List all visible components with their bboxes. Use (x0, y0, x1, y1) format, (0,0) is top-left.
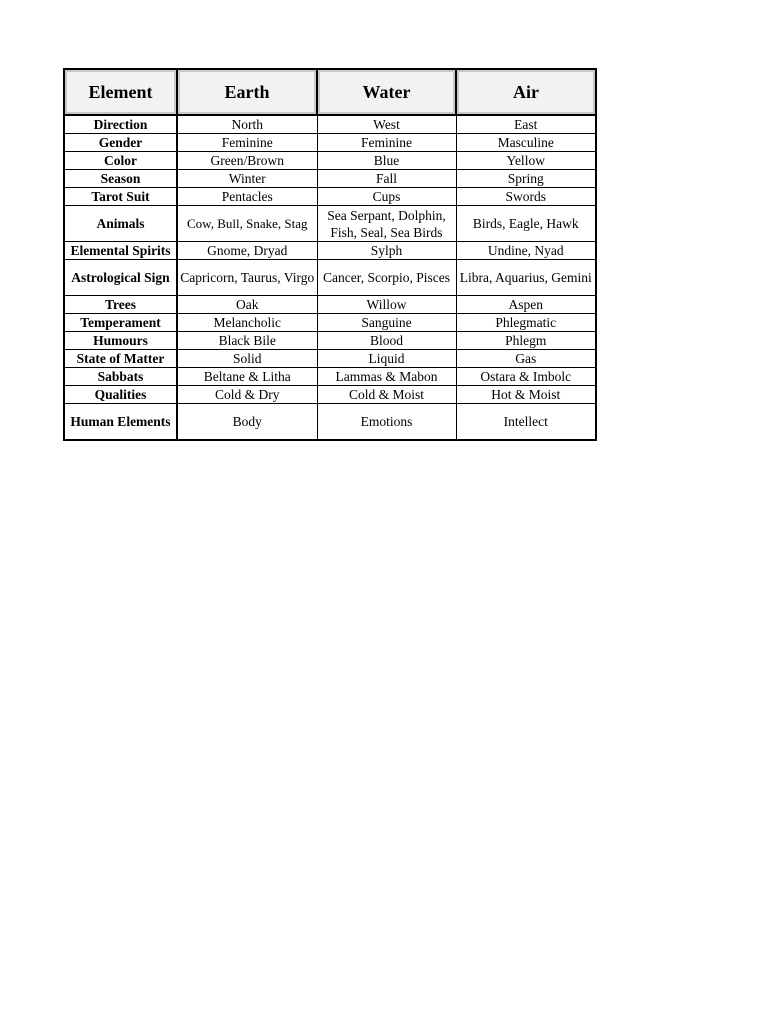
row-label: Tarot Suit (64, 188, 177, 206)
cell-air: Spring (456, 170, 596, 188)
row-label: Direction (64, 115, 177, 134)
cell-earth: Pentacles (177, 188, 317, 206)
cell-air: Undine, Nyad (456, 242, 596, 260)
header-earth: Earth (177, 69, 317, 115)
cell-air: Hot & Moist (456, 386, 596, 404)
header-air: Air (456, 69, 596, 115)
cell-earth: Solid (177, 350, 317, 368)
cell-earth: Cow, Bull, Snake, Stag (177, 206, 317, 242)
row-label: Animals (64, 206, 177, 242)
cell-earth: Beltane & Litha (177, 368, 317, 386)
cell-water: Sylph (317, 242, 456, 260)
table-row-animals (64, 206, 596, 242)
row-label: Trees (64, 296, 177, 314)
cell-earth: Body (177, 404, 317, 441)
cell-air: Gas (456, 350, 596, 368)
row-label: Season (64, 170, 177, 188)
cell-air: Birds, Eagle, Hawk (456, 206, 596, 242)
table-row-astrological-sign (64, 260, 596, 296)
row-label: Color (64, 152, 177, 170)
row-label: State of Matter (64, 350, 177, 368)
cell-water: Cold & Moist (317, 386, 456, 404)
elements-table (63, 68, 597, 441)
cell-water: Blue (317, 152, 456, 170)
table-row-direction (64, 115, 596, 134)
row-label: Gender (64, 134, 177, 152)
table-row-trees (64, 296, 596, 314)
table-row-human-elements (64, 404, 596, 441)
cell-air: Aspen (456, 296, 596, 314)
row-label: Human Elements (64, 404, 177, 441)
cell-earth: North (177, 115, 317, 134)
header-water: Water (317, 69, 456, 115)
header-element: Element (64, 69, 177, 115)
cell-earth: Black Bile (177, 332, 317, 350)
cell-air: Swords (456, 188, 596, 206)
cell-earth: Winter (177, 170, 317, 188)
cell-water: Cancer, Scorpio, Pisces (317, 260, 456, 296)
cell-water: Willow (317, 296, 456, 314)
cell-air: Intellect (456, 404, 596, 441)
table-row-tarot-suit (64, 188, 596, 206)
cell-earth: Gnome, Dryad (177, 242, 317, 260)
cell-air: Phlegm (456, 332, 596, 350)
cell-earth: Cold & Dry (177, 386, 317, 404)
cell-earth: Green/Brown (177, 152, 317, 170)
cell-water: Emotions (317, 404, 456, 441)
cell-water: Fall (317, 170, 456, 188)
cell-water: West (317, 115, 456, 134)
table-header (64, 69, 596, 115)
cell-water: Feminine (317, 134, 456, 152)
cell-air: Phlegmatic (456, 314, 596, 332)
table-row-humours (64, 332, 596, 350)
cell-water: Sea Serpant, Dolphin, Fish, Seal, Sea Birds (317, 206, 456, 242)
row-label: Humours (64, 332, 177, 350)
cell-air: Libra, Aquarius, Gemini (456, 260, 596, 296)
table-row-elemental-spirits (64, 242, 596, 260)
cell-air: Masculine (456, 134, 596, 152)
table-row-state-of-matter (64, 350, 596, 368)
row-label: Sabbats (64, 368, 177, 386)
cell-water: Lammas & Mabon (317, 368, 456, 386)
cell-water: Cups (317, 188, 456, 206)
table-row-temperament (64, 314, 596, 332)
cell-earth: Oak (177, 296, 317, 314)
cell-water: Blood (317, 332, 456, 350)
row-label: Elemental Spirits (64, 242, 177, 260)
cell-water: Liquid (317, 350, 456, 368)
cell-air: Ostara & Imbolc (456, 368, 596, 386)
row-label: Astrological Sign (64, 260, 177, 296)
table-row-sabbats (64, 368, 596, 386)
cell-air: Yellow (456, 152, 596, 170)
row-label: Temperament (64, 314, 177, 332)
cell-earth: Capricorn, Taurus, Virgo (177, 260, 317, 296)
cell-water: Sanguine (317, 314, 456, 332)
table-body (64, 115, 596, 440)
row-label: Qualities (64, 386, 177, 404)
table-row-qualities (64, 386, 596, 404)
cell-air: East (456, 115, 596, 134)
cell-earth: Feminine (177, 134, 317, 152)
table-row-color (64, 152, 596, 170)
table-row-gender (64, 134, 596, 152)
cell-earth: Melancholic (177, 314, 317, 332)
table-row-season (64, 170, 596, 188)
header-row (64, 69, 596, 115)
